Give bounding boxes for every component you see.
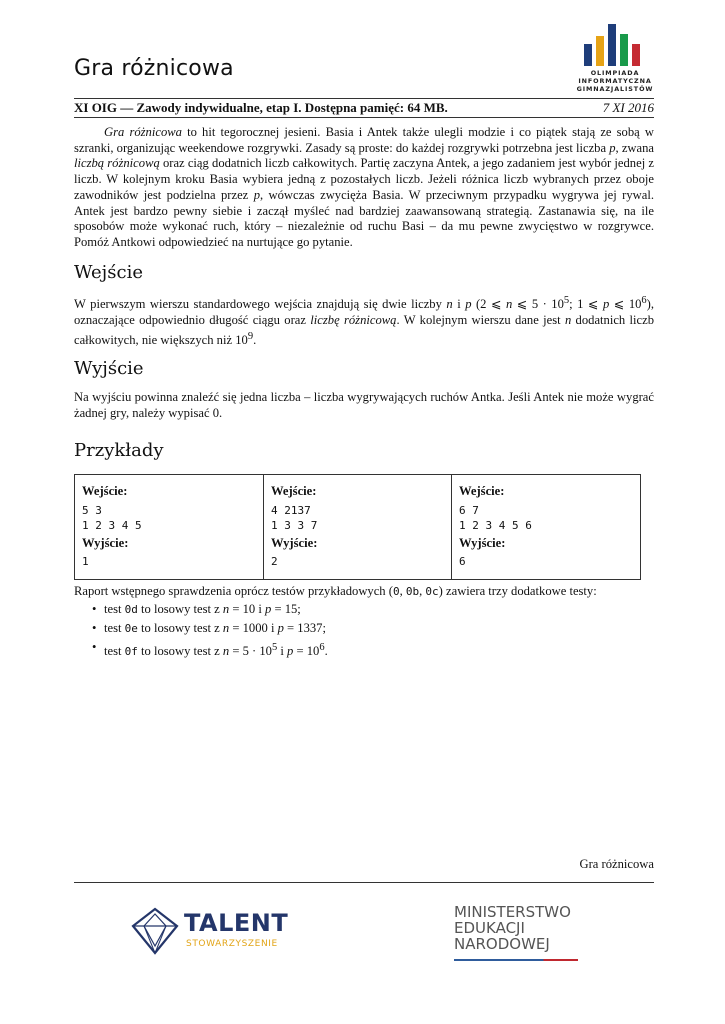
text-run: ⩽ 10 (609, 297, 642, 312)
logo-line: GIMNAZJALISTÓW (576, 85, 654, 93)
contest-info-bar (74, 98, 654, 118)
men-logo (454, 904, 584, 964)
example-input-label: Wejście: (271, 484, 317, 498)
list-item (92, 640, 328, 659)
example-input-label: Wejście: (459, 484, 505, 498)
example-input-label: Wejście: (82, 484, 128, 498)
input-description (74, 293, 654, 348)
text-run: to hit tegorocznej jesieni. Basia i Antek także ulegli modzie i co piątek stają ze sobą w szranki, organizując weekendowe rozgrywki. Zasady są proste: do każdej rozgrywki potrzebna jest liczba (74, 125, 655, 155)
text-run: ; 1 ⩽ (569, 297, 603, 312)
logo-bar (596, 36, 604, 66)
logo-bar (632, 44, 640, 66)
example-output-line: 6 (459, 555, 466, 568)
test-code: 0d (124, 603, 138, 616)
text-run: test (104, 602, 125, 616)
men-line: NARODOWEJ (454, 935, 550, 953)
text-run: . (324, 644, 328, 659)
example-input-line: 1 2 3 4 5 (82, 519, 142, 532)
var-n: n (222, 621, 230, 635)
text-run: ) zawiera trzy dodatkowe testy: (438, 584, 597, 598)
extra-tests-list (92, 602, 328, 659)
text-run: = 15; (271, 602, 301, 616)
text-run: , (399, 584, 406, 598)
test-code: 0 (392, 585, 400, 598)
men-pen-line (454, 959, 578, 961)
list-item (92, 621, 328, 640)
var-n: n (506, 297, 513, 312)
problem-statement (74, 125, 654, 251)
exponent: 5 (271, 642, 278, 653)
var-p: p (465, 297, 472, 312)
text-run: oraz ciąg dodatnich liczb całkowitych. Partię zaczyna Antek, a jego zadaniem jest wybór jednej z liczb. W kolejnym kroku Basia wybiera jedną z pozostałych liczb. Jeżeli różnica liczb wybranych przez oboje zawodników jest podzielna przez (74, 156, 654, 202)
men-line: MINISTERSTWO (454, 903, 571, 921)
exponent: 6 (641, 295, 647, 306)
text-run: i (277, 644, 288, 659)
var-p: p (609, 140, 616, 155)
example-3 (451, 475, 640, 579)
text-run: , wówczas zwycięża Basia. W przeciwnym przypadku wygrywa jej rywal. Antek jest bardzo pewny siebie i zaczął myśleć nad bardziej zaawansowaną strategią. Zastanawia się, na ile sposobów może wykonać ruch, który – niezależnie od ruchu Basi – da mu pewne zwycięstwo w rozgrywce. Pomóż Antkowi odpowiedzieć na nurtujące go pytanie. (74, 187, 654, 249)
exponent: 5 (563, 295, 570, 306)
text-run: W pierwszym wierszu standardowego wejścia znajdują się dwie liczby (74, 297, 447, 312)
var-n: n (564, 312, 572, 327)
text-run: (2 ⩽ (471, 297, 506, 312)
text-run: = 5 · 10 (229, 644, 272, 659)
raport-text (74, 584, 654, 599)
example-output-line: 2 (271, 555, 278, 568)
example-input-line: 6 7 (459, 504, 479, 517)
talent-name: TALENT (184, 909, 289, 937)
logo-bar (608, 24, 616, 66)
diamond-icon (130, 906, 180, 956)
text-run: = 10 i (229, 602, 265, 616)
footer-title: Gra różnicowa (579, 857, 654, 871)
text-run: . W kolejnym wierszu dane jest (396, 312, 565, 327)
text-run: = 1000 i (229, 621, 278, 635)
example-output-line: 1 (82, 555, 89, 568)
example-input-line: 1 3 3 7 (271, 519, 318, 532)
example-output-label: Wyjście: (271, 536, 318, 550)
test-code: 0f (124, 645, 138, 659)
examples-table (74, 474, 641, 580)
text-run: to losowy test z (137, 602, 223, 616)
logo-text (574, 69, 656, 93)
text-run: dodatnich liczb całkowitych, nie większych niż 10 (74, 312, 655, 347)
var-p: p (265, 602, 272, 616)
output-description: Na wyjściu powinna znaleźć się jedna liczba – liczba wygrywających ruchów Antka. Jeśli Antek nie może wygrać żadnej gry, należy wypisać 0. (74, 390, 654, 420)
page-title: Gra różnicowa (74, 56, 234, 81)
contest-name: XI OIG — Zawody indywidualne, etap I. Dostępna pamięć: 64 MB. (74, 100, 448, 115)
input-heading: Wejście (74, 262, 143, 283)
footer-divider (74, 882, 654, 883)
example-input-line: 5 3 (82, 504, 102, 517)
example-1 (75, 475, 263, 579)
text-run: = 1337; (283, 621, 326, 635)
text-run: ), oznaczające odpowiednio długość ciągu oraz (74, 297, 655, 327)
term-liczba-roznicowa: liczbą różnicową (74, 156, 160, 171)
talent-subtitle: STOWARZYSZENIE (186, 939, 278, 949)
logo-bars (582, 22, 644, 66)
example-output-label: Wyjście: (82, 536, 129, 550)
var-p: p (287, 644, 294, 659)
output-heading: Wyjście (74, 358, 144, 379)
men-line: EDUKACJI (454, 919, 525, 937)
logo-bar (620, 34, 628, 66)
example-input-line: 1 2 3 4 5 6 (459, 519, 532, 532)
var-p: p (602, 297, 610, 312)
text-run: . (253, 332, 257, 347)
examples-heading: Przykłady (74, 440, 164, 461)
logo-bar (584, 44, 592, 66)
var-n: n (222, 602, 230, 616)
text-run: , (419, 584, 426, 598)
text-run: , zwana (615, 140, 654, 155)
logo-line: OLIMPIADA (590, 69, 640, 77)
example-2 (263, 475, 452, 579)
logo-line: INFORMATYCZNA (578, 77, 652, 85)
test-code: 0e (124, 622, 138, 635)
var-p: p (277, 621, 284, 635)
exponent: 6 (319, 642, 325, 653)
text-run: to losowy test z (137, 621, 223, 635)
text-run: Raport wstępnego sprawdzenia oprócz testów przykładowych ( (74, 584, 393, 598)
var-n: n (446, 297, 453, 312)
text-run: ⩽ 5 · 10 (512, 297, 564, 312)
text-run: i (452, 297, 466, 312)
var-n: n (222, 644, 230, 659)
oig-logo (574, 22, 656, 100)
text-run: test (104, 644, 125, 659)
exponent: 9 (247, 330, 254, 342)
example-input-line: 4 2137 (271, 504, 311, 517)
var-p: p (253, 187, 260, 202)
talent-logo (130, 906, 300, 958)
term-liczba-roznicowa: liczbę różnicową (310, 312, 397, 327)
problem-name: Gra różnicowa (104, 125, 182, 139)
text-run: to losowy test z (137, 644, 223, 659)
text-run: test (104, 621, 125, 635)
test-code: 0b (405, 585, 420, 598)
text-run: = 10 (293, 644, 320, 659)
list-item (92, 602, 328, 621)
test-code: 0c (425, 585, 439, 598)
contest-date: 7 XI 2016 (602, 100, 654, 115)
example-output-label: Wyjście: (459, 536, 506, 550)
